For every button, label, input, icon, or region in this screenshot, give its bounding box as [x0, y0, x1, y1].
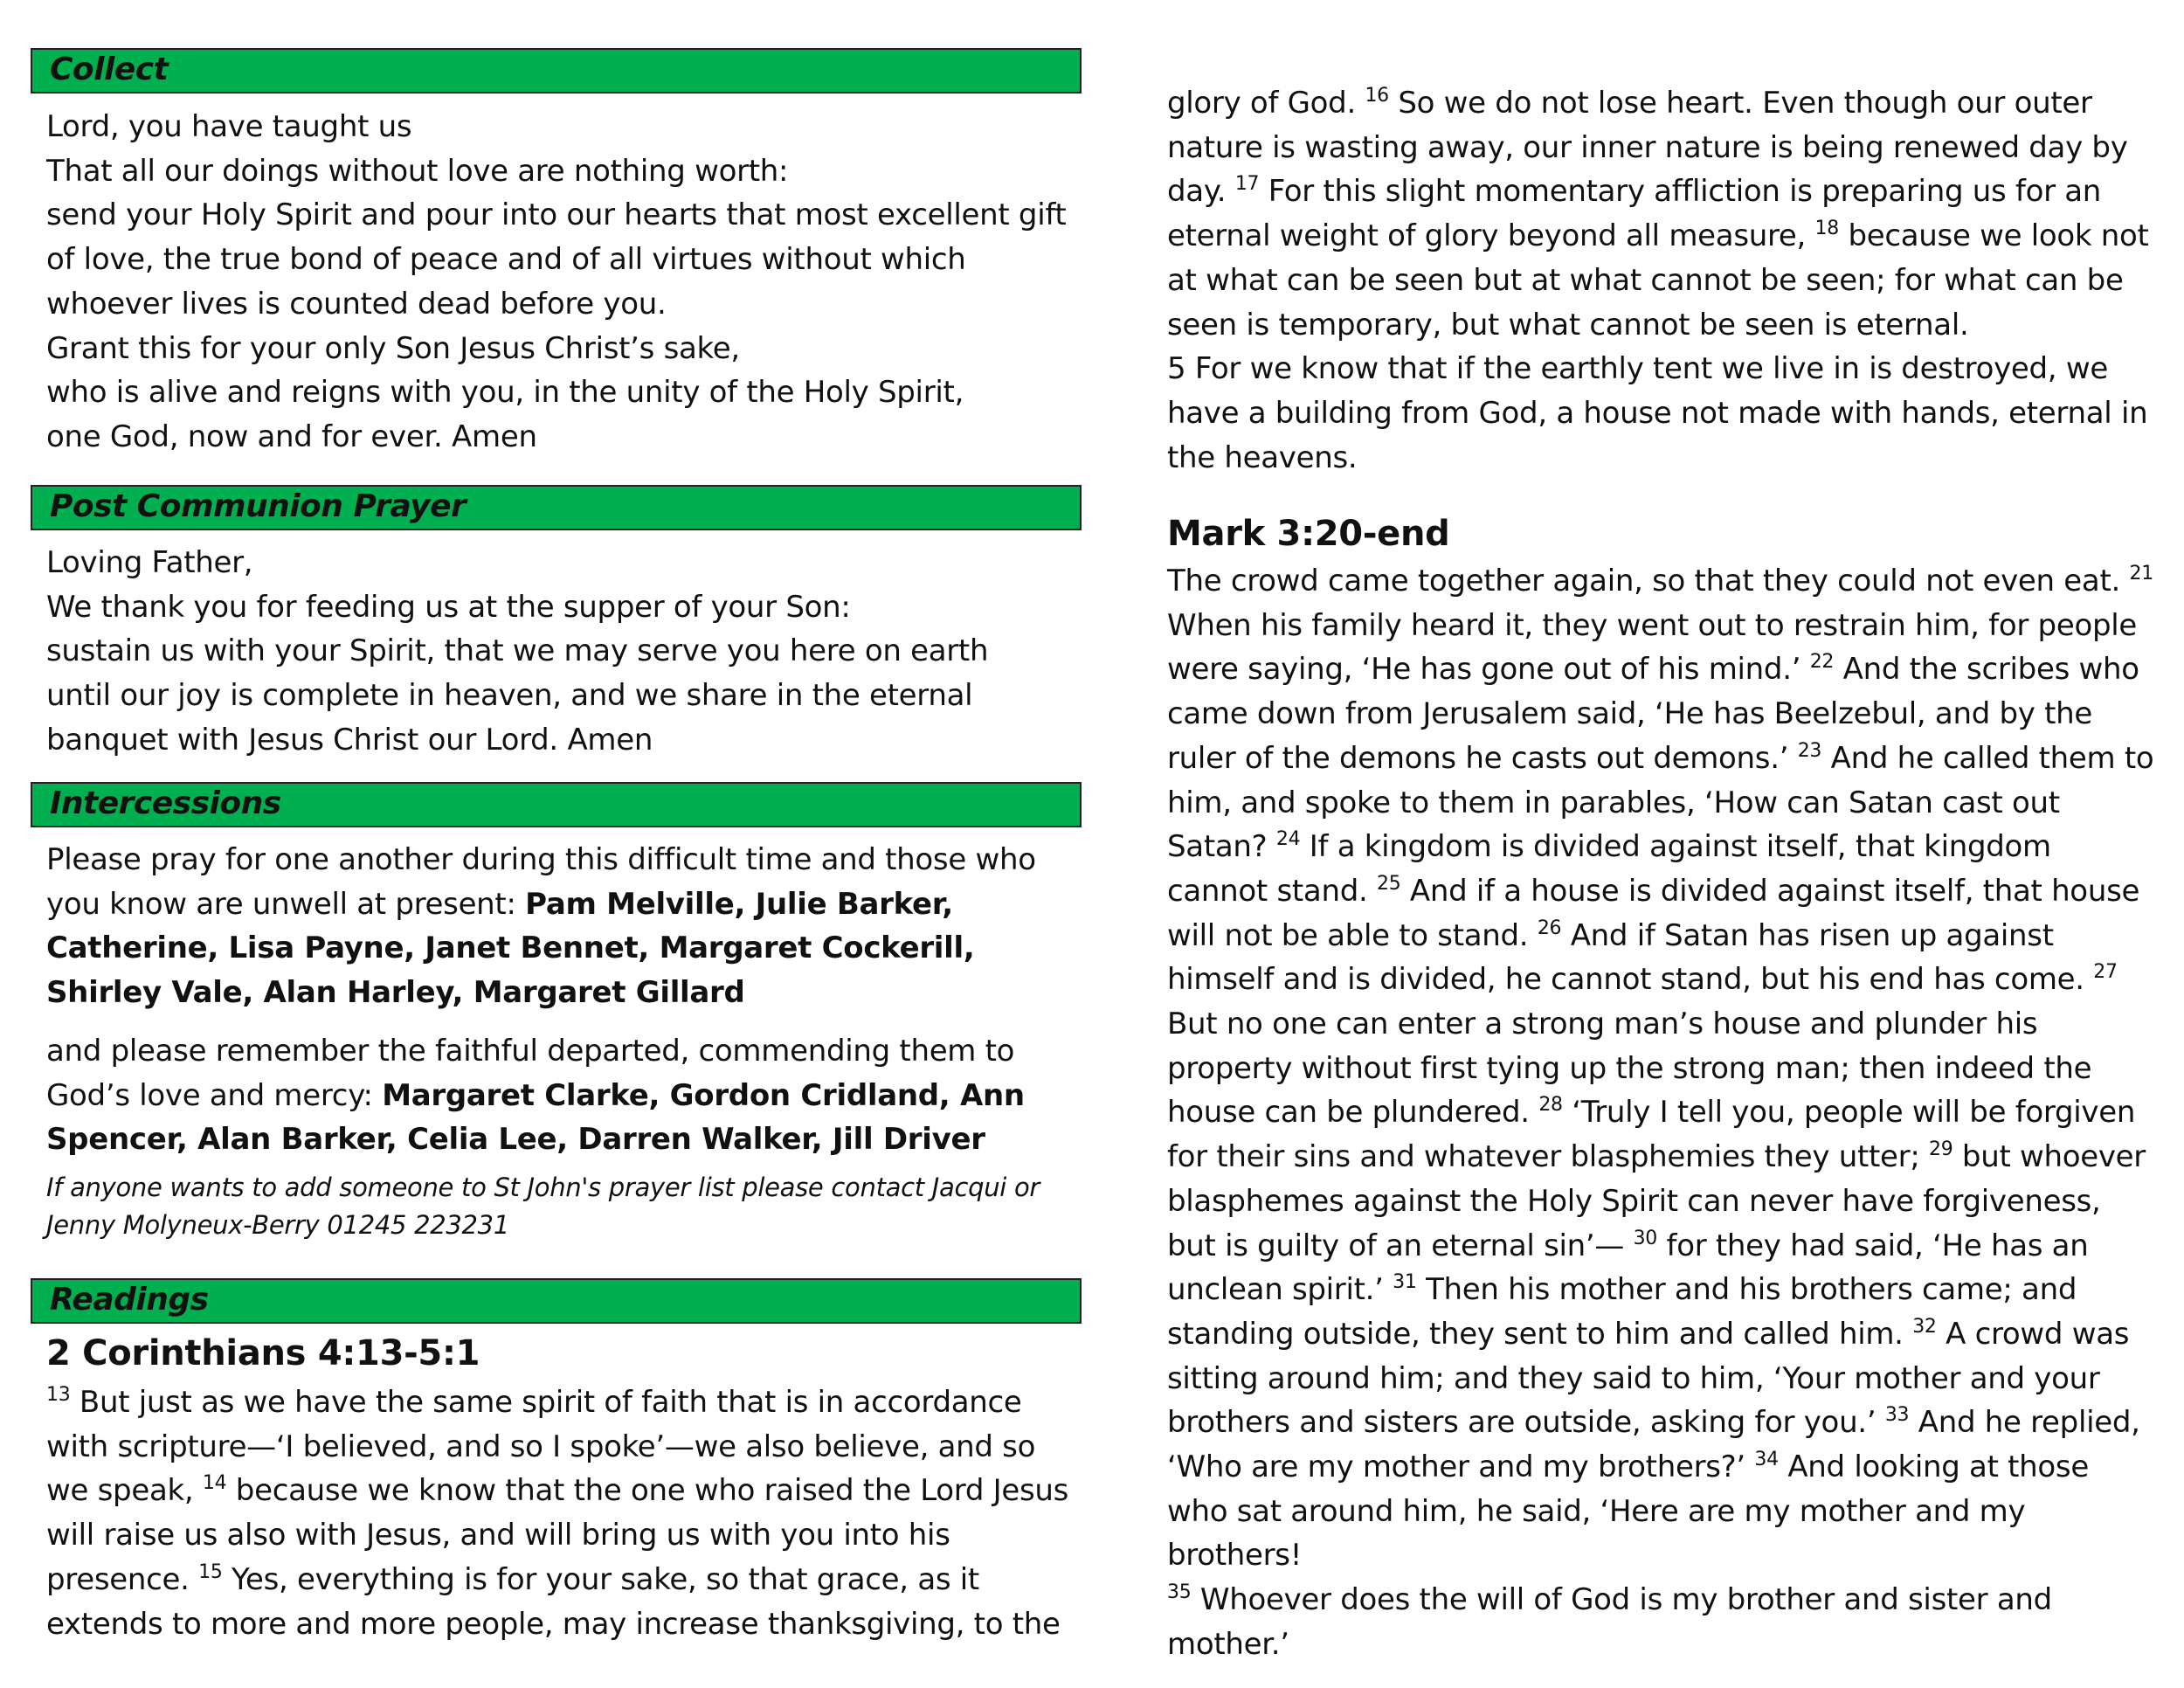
collect-line: That all our doings without love are nothing worth:: [46, 153, 789, 189]
verse-number: 17: [1234, 173, 1260, 196]
verse-text: If a kingdom is divided against itself, that kingdom cannot stand.: [1167, 829, 2051, 909]
verse-number: 28: [1538, 1094, 1563, 1117]
verse-text: But no one can enter a strong man’s house and plunder his property without first tying up the strong man; then indeed the house can be plundered.: [1167, 1007, 2092, 1131]
intercessions-heading: Intercessions: [31, 782, 1082, 827]
verse-text: A crowd was sitting around him; and they said to him, ‘Your mother and your brothers and sisters are outside, asking for you.’: [1167, 1316, 2130, 1441]
intercessions-unwell: [46, 838, 1082, 1015]
reading2-title: Mark 3:20-end: [1167, 514, 1450, 554]
verse-number: 33: [1884, 1404, 1910, 1427]
collect-line: Lord, you have taught us: [46, 109, 412, 144]
verse-number: 35: [1167, 1581, 1192, 1604]
intercessions-departed: [46, 1029, 1082, 1162]
reading2-text: [1167, 559, 2154, 1667]
verse-text: The crowd came together again, so that they could not even eat.: [1167, 564, 2130, 598]
collect-line: send your Holy Spirit and pour into our hearts that most excellent gift: [46, 197, 1067, 233]
verse-text: But just as we have the same spirit of faith that is in accordance with scripture—‘I believed, and so I spoke’—we also believe, and so we speak,: [46, 1385, 1036, 1509]
post-communion-line: sustain us with your Spirit, that we may serve you here on earth: [46, 633, 989, 669]
verse-text: So we do not lose heart. Even though our outer nature is wasting away, our inner nature is being renewed day by day.: [1167, 86, 2128, 210]
verse-number: 29: [1929, 1138, 1953, 1161]
verse-text: because we know that the one who raised the Lord Jesus will raise us also with Jesus, and will bring us with you into his presence.: [46, 1473, 1069, 1597]
verse-number: 18: [1814, 218, 1839, 240]
verse-text: When his family heard it, they went out to restrain him, for people were saying, ‘He has gone out of his mind.’: [1167, 607, 2137, 688]
verse-number: 16: [1365, 85, 1389, 107]
verse-text: And if Satan has risen up against himself and is divided, he cannot stand, but his end has come.: [1167, 917, 2094, 998]
collect-line: whoever lives is counted dead before you.: [46, 286, 667, 322]
reading1-title: 2 Corinthians 4:13-5:1: [46, 1333, 480, 1373]
verse-number: 13: [46, 1384, 71, 1406]
verse-number: 26: [1537, 917, 1562, 939]
verse-number: 25: [1377, 872, 1401, 895]
reading1-text-part2: [1167, 81, 2154, 480]
post-communion-line: We thank you for feeding us at the supper of your Son:: [46, 589, 851, 625]
verse-number: 15: [198, 1560, 223, 1583]
readings-heading: Readings: [31, 1278, 1082, 1324]
verse-text: but whoever blasphemes against the Holy Spirit can never have forgiveness, but is guilty of an eternal sin’—: [1167, 1139, 2146, 1263]
unwell-names: Pam Melville, Julie Barker, Catherine, Lisa Payne, Janet Bennet, Margaret Cockerill, Shirley Vale, Alan Harley, Margaret Gillard: [46, 886, 975, 1011]
prayer-list-note: [46, 1169, 1082, 1244]
verse-number: 27: [2093, 961, 2118, 984]
prayer-list-note-line: Jenny Molyneux-Berry 01245 223231: [46, 1210, 509, 1240]
verse-number: 24: [1275, 828, 1301, 851]
verse-text: ‘Truly I tell you, people will be forgiven for their sins and whatever blasphemies they utter;: [1167, 1095, 2136, 1175]
verse-text: And he replied, ‘Who are my mother and my brothers?’: [1167, 1405, 2140, 1485]
intercessions-intro: Please pray for one another during this difficult time and those who you know are unwell at present:: [46, 842, 1036, 922]
verse-number: 22: [1809, 651, 1835, 674]
verse-text: glory of God.: [1167, 86, 1365, 121]
verse-number: 14: [202, 1472, 227, 1495]
verse-text: And if a house is divided against itself, that house will not be able to stand.: [1167, 873, 2140, 953]
collect-line: of love, the true bond of peace and of all virtues without which: [46, 242, 966, 278]
collect-text: [46, 105, 1082, 460]
departed-names: Margaret Clarke, Gordon Cridland, Ann Spencer, Alan Barker, Celia Lee, Darren Walker, Jill Driver: [46, 1077, 1025, 1158]
verse-text: And looking at those who sat around him, he said, ‘Here are my mother and my brothers!: [1167, 1449, 2089, 1574]
verse-number: 34: [1754, 1449, 1779, 1471]
reading1-text-part1: [46, 1380, 1082, 1646]
post-communion-line: Loving Father,: [46, 545, 253, 580]
collect-line: Grant this for your only Son Jesus Christ’s sake,: [46, 330, 740, 366]
post-communion-heading: Post Communion Prayer: [31, 485, 1082, 530]
post-communion-line: until our joy is complete in heaven, and we share in the eternal: [46, 678, 973, 714]
collect-heading: Collect: [31, 48, 1082, 93]
collect-line: one God, now and for ever. Amen: [46, 419, 537, 454]
verse-text: 5 For we know that if the earthly tent we live in is destroyed, we have a building from God, a house not made with hands, eternal in the heavens.: [1167, 351, 2148, 475]
verse-number: 23: [1797, 739, 1822, 762]
verse-text: because we look not at what can be seen but at what cannot be seen; for what can be seen is temporary, but what cannot be seen is eternal.: [1167, 218, 2149, 342]
post-communion-line: banquet with Jesus Christ our Lord. Amen: [46, 722, 653, 758]
verse-text: Whoever does the will of God is my brother and sister and mother.’: [1167, 1582, 2052, 1662]
collect-line: who is alive and reigns with you, in the unity of the Holy Spirit,: [46, 375, 964, 411]
verse-text: for they had said, ‘He has an unclean spirit.’: [1167, 1228, 2089, 1308]
verse-text: Then his mother and his brothers came; and standing outside, they sent to him and called him.: [1167, 1272, 2077, 1352]
post-communion-text: [46, 541, 1082, 763]
verse-number: 31: [1393, 1271, 1417, 1294]
verse-text: Yes, everything is for your sake, so that grace, as it extends to more and more people, may increase thanksgiving, to the: [46, 1561, 1061, 1642]
verse-text: For this slight momentary affliction is preparing us for an eternal weight of glory beyond all measure,: [1167, 174, 2102, 254]
verse-text: And the scribes who came down from Jerusalem said, ‘He has Beelzebul, and by the ruler of the demons he casts out demons.’: [1167, 652, 2139, 776]
departed-intro: and please remember the faithful departed, commending them to God’s love and mercy:: [46, 1034, 1015, 1113]
prayer-list-note-line: If anyone wants to add someone to St John's prayer list please contact Jacqui or: [46, 1173, 1040, 1202]
verse-number: 30: [1633, 1227, 1658, 1249]
verse-text: And he called them to him, and spoke to them in parables, ‘How can Satan cast out Satan?: [1167, 740, 2154, 865]
verse-number: 32: [1912, 1315, 1937, 1338]
verse-number: 21: [2129, 563, 2153, 585]
